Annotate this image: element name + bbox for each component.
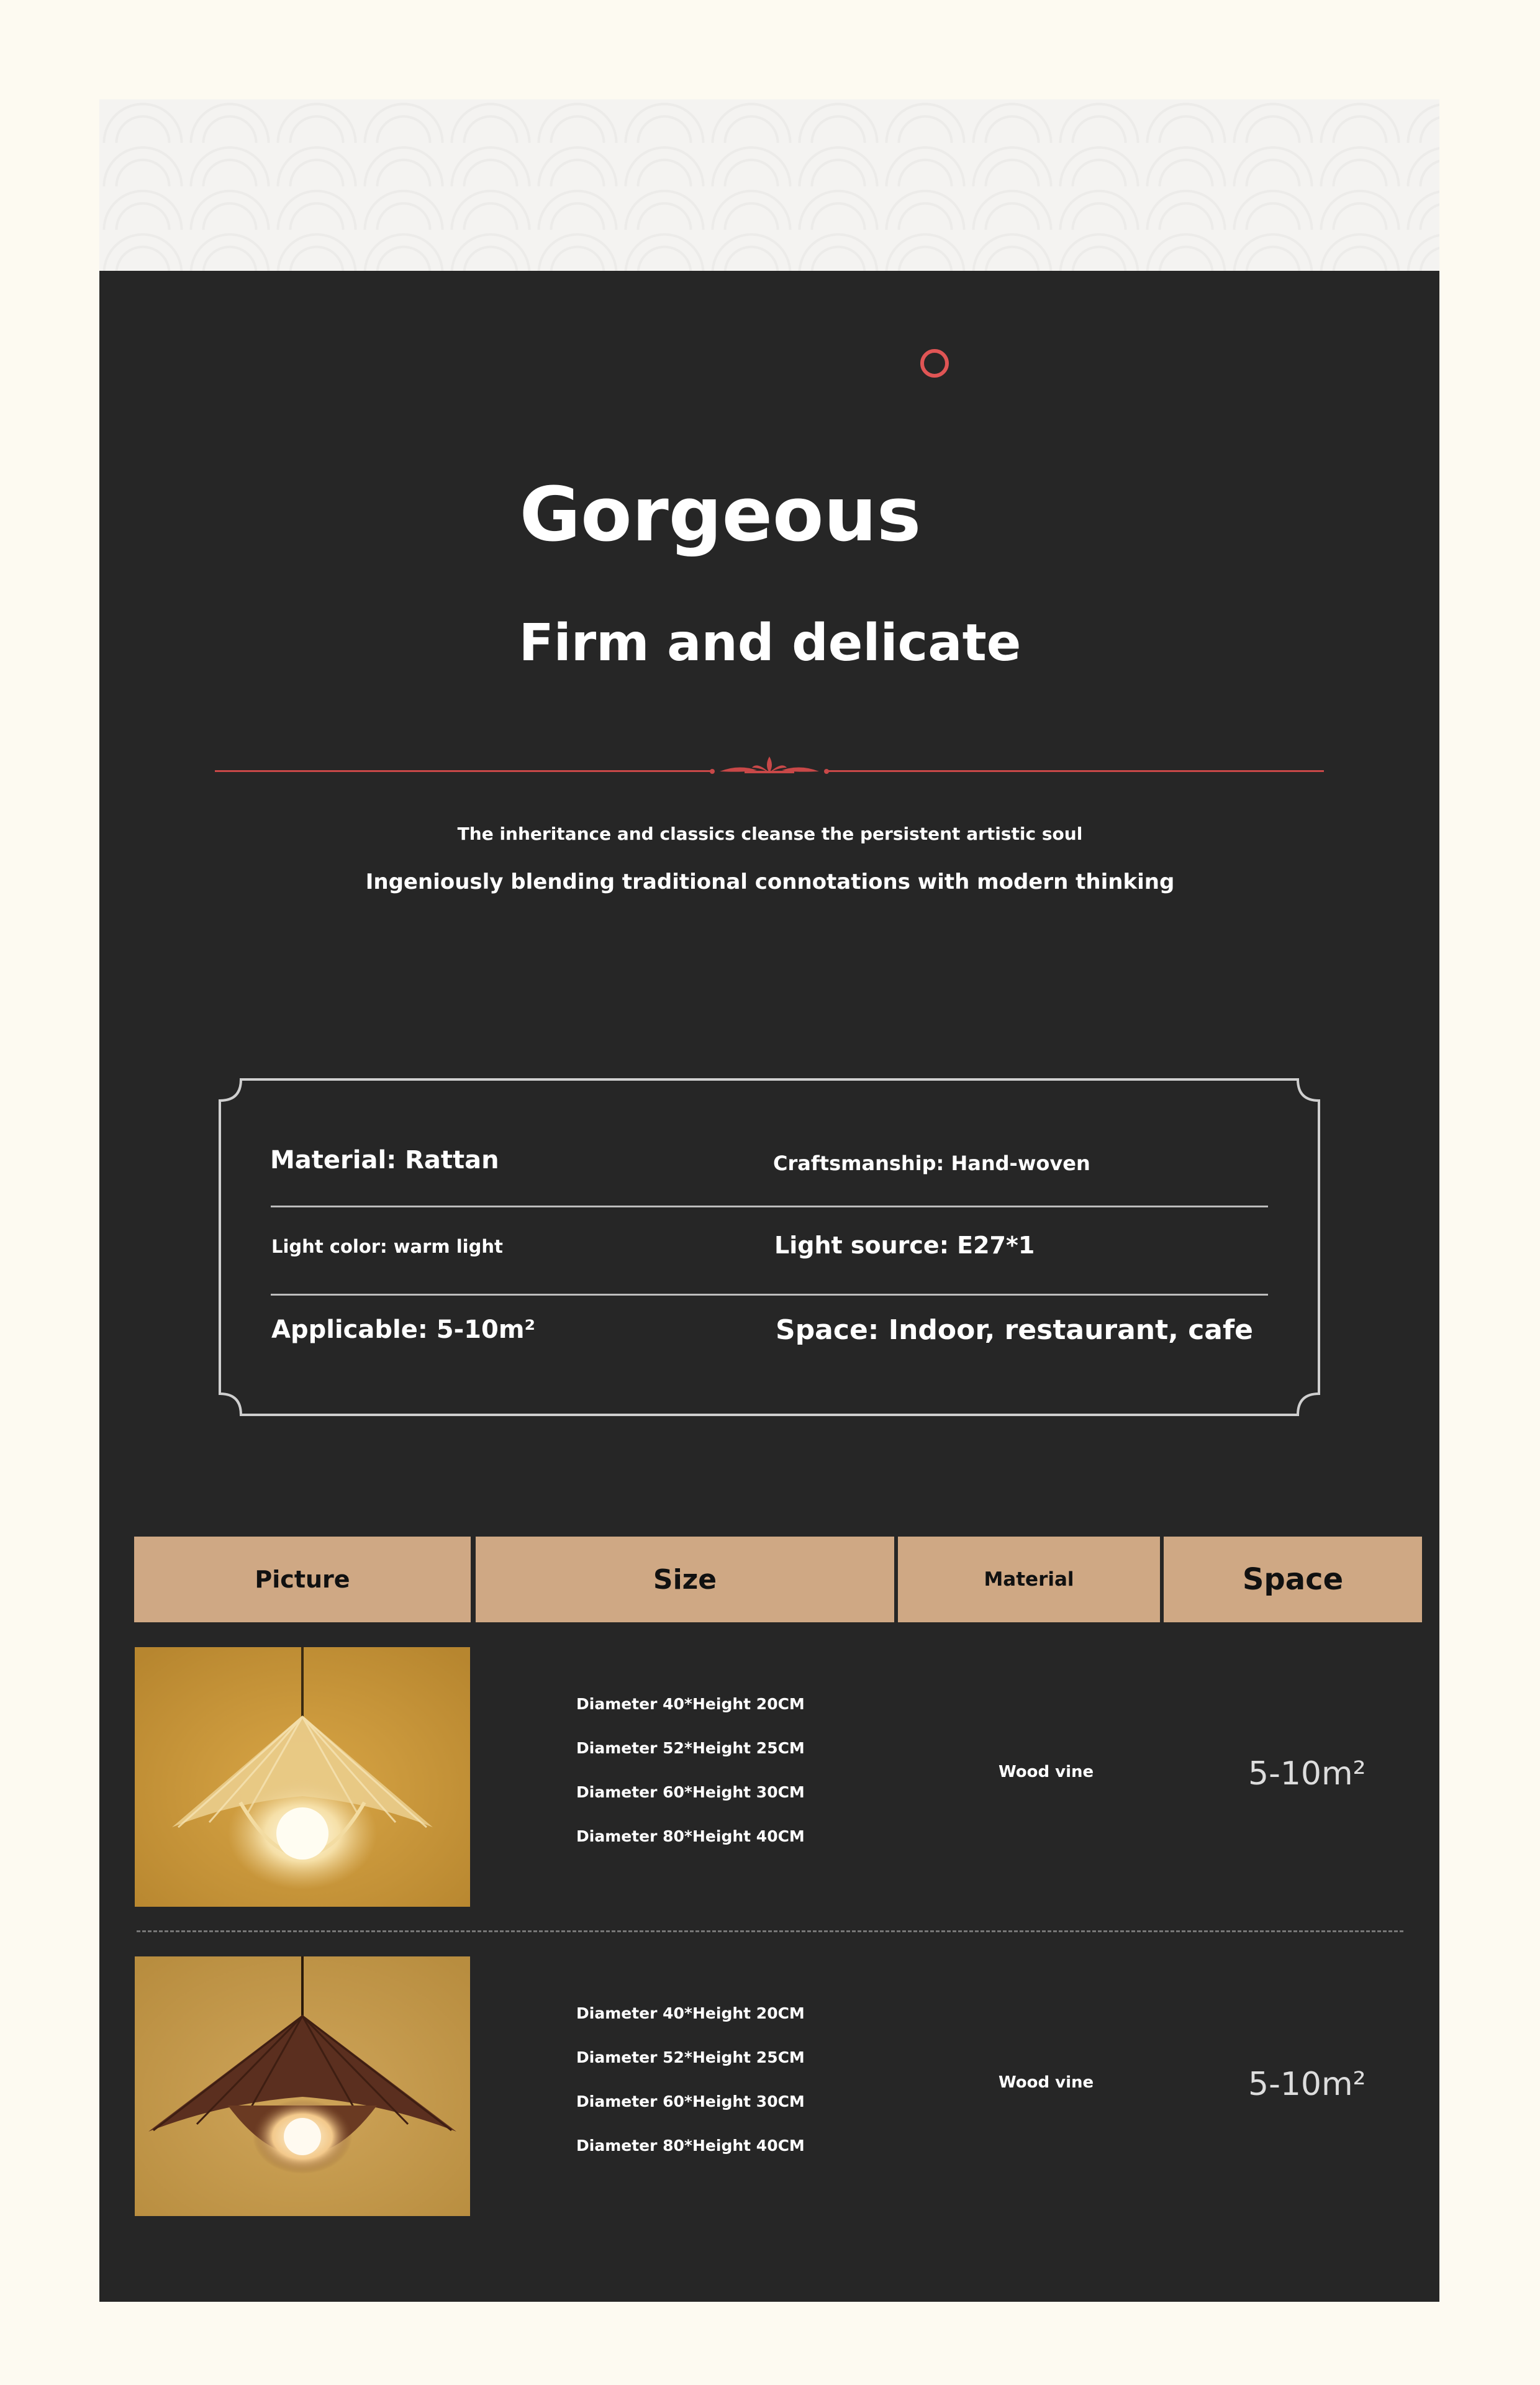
ring-ornament-icon bbox=[920, 349, 949, 378]
size-list bbox=[576, 1692, 805, 1868]
spec-light-color: Light color: warm light bbox=[271, 1236, 503, 1257]
spec-row-divider bbox=[271, 1206, 1268, 1207]
row-space: 5-10m² bbox=[1248, 1755, 1366, 1792]
floral-ornament-icon bbox=[707, 754, 831, 785]
table-header-space: Space bbox=[1164, 1537, 1422, 1622]
table-header-size: Size bbox=[476, 1537, 894, 1622]
spec-space: Space: Indoor, restaurant, cafe bbox=[776, 1314, 1253, 1346]
row-material: Wood vine bbox=[999, 1763, 1094, 1781]
row-space: 5-10m² bbox=[1248, 2066, 1366, 2103]
size-option: Diameter 40*Height 20CM bbox=[576, 1695, 805, 1713]
size-list bbox=[576, 2001, 805, 2178]
spec-applicable: Applicable: 5-10m² bbox=[271, 1315, 536, 1344]
size-option: Diameter 60*Height 30CM bbox=[576, 2092, 805, 2110]
lamp-photo-light bbox=[135, 1647, 470, 1907]
spec-craftsmanship: Craftsmanship: Hand-woven bbox=[773, 1152, 1090, 1175]
size-option: Diameter 40*Height 20CM bbox=[576, 2004, 805, 2022]
size-option: Diameter 60*Height 30CM bbox=[576, 1783, 805, 1801]
size-option: Diameter 80*Height 40CM bbox=[576, 2137, 805, 2155]
size-option: Diameter 52*Height 25CM bbox=[576, 1739, 805, 1757]
spec-material: Material: Rattan bbox=[270, 1146, 499, 1174]
ornamental-divider bbox=[215, 770, 1324, 773]
table-header-material: Material bbox=[898, 1537, 1160, 1622]
hero-title: Gorgeous bbox=[519, 472, 922, 558]
tagline-secondary: Ingeniously blending traditional connotations with modern thinking bbox=[365, 870, 1175, 894]
row-separator bbox=[137, 1930, 1403, 1932]
size-option: Diameter 52*Height 25CM bbox=[576, 2048, 805, 2066]
spec-row-divider bbox=[271, 1294, 1268, 1296]
tagline-primary: The inheritance and classics cleanse the persistent artistic soul bbox=[457, 824, 1083, 844]
hero-subtitle: Firm and delicate bbox=[519, 614, 1021, 673]
divider-line-left bbox=[215, 770, 712, 772]
spec-light-source: Light source: E27*1 bbox=[774, 1232, 1035, 1259]
lamp-photo-dark bbox=[135, 1956, 470, 2216]
table-header-picture: Picture bbox=[134, 1537, 471, 1622]
pattern-band bbox=[99, 99, 1439, 271]
row-material: Wood vine bbox=[999, 2073, 1094, 2092]
divider-line-right bbox=[827, 770, 1324, 772]
size-option: Diameter 80*Height 40CM bbox=[576, 1827, 805, 1845]
